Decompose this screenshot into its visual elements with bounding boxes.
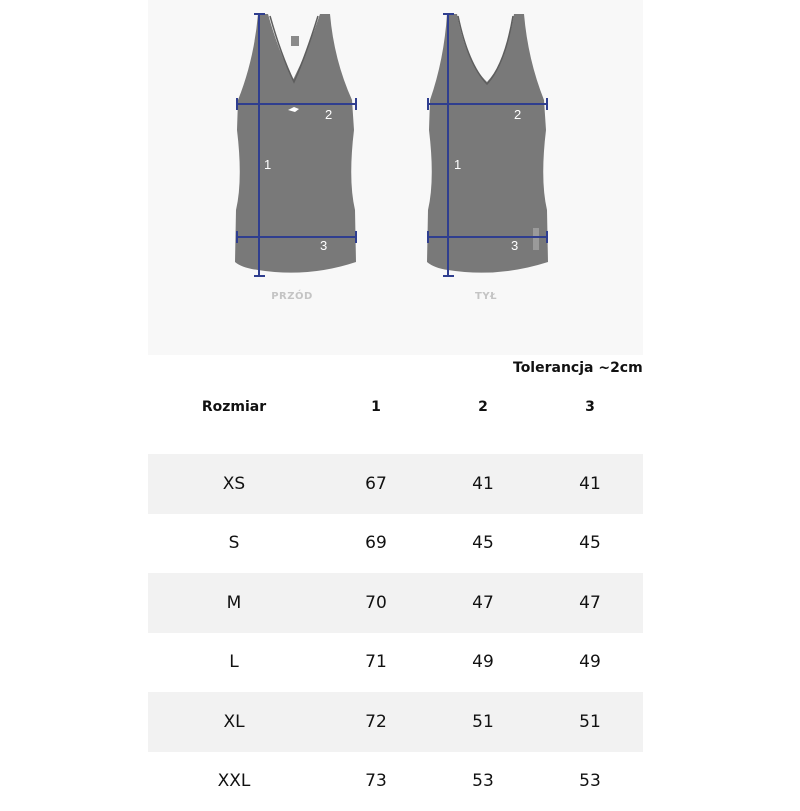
measure-2-cell: 47 — [472, 593, 494, 613]
back-marker-2: 2 — [514, 107, 521, 122]
measure-2-cell: 45 — [472, 533, 494, 553]
table-row — [148, 454, 643, 514]
front-shape — [235, 14, 356, 273]
measure-1-cell: 69 — [365, 533, 387, 553]
measure-3-cell: 47 — [579, 593, 601, 613]
measure-2-cell: 51 — [472, 712, 494, 732]
back-shape — [427, 14, 548, 273]
size-table — [148, 380, 643, 811]
size-cell: XXL — [218, 771, 251, 791]
measure-2-cell: 41 — [472, 474, 494, 494]
measure-1-cell: 67 — [365, 474, 387, 494]
front-marker-1: 1 — [264, 157, 271, 172]
measure-3-cell: 53 — [579, 771, 601, 791]
table-row — [148, 752, 643, 811]
back-marker-1: 1 — [454, 157, 461, 172]
tolerance-note: Tolerancja ~2cm — [513, 360, 643, 376]
measure-1-cell: 73 — [365, 771, 387, 791]
header-size: Rozmiar — [202, 399, 266, 415]
measure-3-cell: 41 — [579, 474, 601, 494]
size-cell: XS — [223, 474, 245, 494]
tank-top-illustrations — [148, 0, 643, 355]
table-row — [148, 692, 643, 752]
header-measure-3: 3 — [585, 399, 595, 415]
back-view-label: TYŁ — [475, 291, 497, 302]
measure-1-cell: 70 — [365, 593, 387, 613]
table-row — [148, 514, 643, 574]
front-garment — [235, 14, 356, 273]
front-marker-2: 2 — [325, 107, 332, 122]
measure-3-cell: 45 — [579, 533, 601, 553]
measure-2-cell: 53 — [472, 771, 494, 791]
header-measure-2: 2 — [478, 399, 488, 415]
back-label-tag — [533, 228, 539, 250]
table-row — [148, 573, 643, 633]
header-measure-1: 1 — [371, 399, 381, 415]
table-header-row — [148, 380, 643, 434]
front-view-label: PRZÓD — [271, 291, 313, 302]
back-marker-3: 3 — [511, 238, 518, 253]
front-marker-3: 3 — [320, 238, 327, 253]
front-tag — [291, 36, 299, 46]
size-cell: L — [229, 652, 238, 672]
measure-3-cell: 51 — [579, 712, 601, 732]
size-cell: S — [229, 533, 240, 553]
back-garment — [427, 14, 548, 273]
size-cell: M — [227, 593, 242, 613]
measure-1-cell: 71 — [365, 652, 387, 672]
measure-3-cell: 49 — [579, 652, 601, 672]
measure-2-cell: 49 — [472, 652, 494, 672]
size-diagram — [148, 0, 643, 355]
table-row — [148, 633, 643, 693]
size-cell: XL — [223, 712, 244, 732]
measure-1-cell: 72 — [365, 712, 387, 732]
